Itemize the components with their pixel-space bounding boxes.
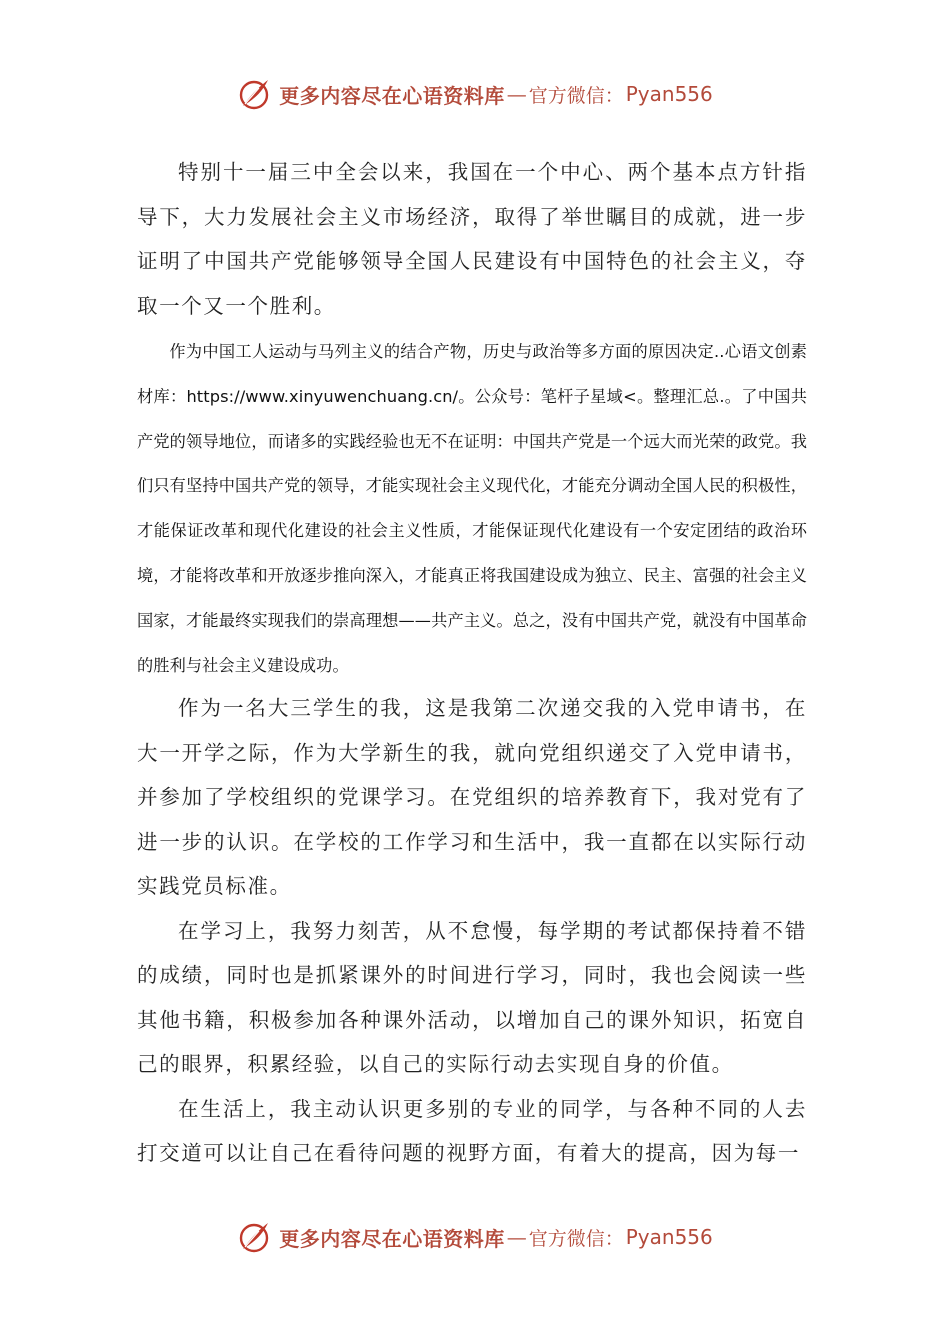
- banner-title: 更多内容尽在心语资料库: [279, 83, 505, 108]
- banner-dash: —: [506, 82, 527, 106]
- footer-banner: [0, 1217, 950, 1257]
- paragraph-5: 在生活上，我主动认识更多别的专业的同学，与各种不同的人去打交道可以让自己在看待问题的视野方面，有着大的提高，因为每一: [137, 1096, 807, 1166]
- quill-logo-icon: [237, 76, 273, 112]
- banner-wechat-label: 官方微信：: [528, 84, 624, 107]
- banner-wechat-id: Pyan556: [625, 1225, 713, 1249]
- banner-dash: —: [506, 1225, 527, 1249]
- paragraph-4: 在学习上，我努力刻苦，从不怠慢，每学期的考试都保持着不错的成绩，同时也是抓紧课外的时间进行学习，同时，我也会阅读一些其他书籍，积极参加各种课外活动，以增加自己的课外知识，拓宽自己的眼界，积累经验，以自己的实际行动去实现自身的价值。: [137, 918, 807, 1077]
- banner-wechat-label: 官方微信：: [528, 1227, 624, 1250]
- paragraph-2: 作为中国工人运动与马列主义的结合产物，历史与政治等多方面的原因决定..心语文创素材库：https://www.xinyuwenchuang.cn/。公众号：笔杆子星域<。整理汇总.。了中国共产党的领导地位，而诸多的实践经验也无不在证明：中国共产党是一个远大而光荣的政党。我们只有坚持中国共产党的领导，才能实现社会主义现代化，才能充分调动全国人民的积极性，才能保证改革和现代化建设的社会主义性质，才能保证现代化建设有一个安定团结的政治环境，才能将改革和开放逐步推向深入，才能真正将我国建设成为独立、民主、富强的社会主义国家，才能最终实现我们的崇高理想——共产主义。总之，没有中国共产党，就没有中国革命的胜利与社会主义建设成功。: [137, 342, 807, 675]
- header-banner: [0, 74, 950, 114]
- banner-title: 更多内容尽在心语资料库: [279, 1226, 505, 1251]
- paragraph-3: 作为一名大三学生的我，这是我第二次递交我的入党申请书，在大一开学之际，作为大学新生的我，就向党组织递交了入党申请书，并参加了学校组织的党课学习。在党组织的培养教育下，我对党有了进一步的认识。在学校的工作学习和生活中，我一直都在以实际行动实践党员标准。: [137, 696, 807, 899]
- document-body: [137, 150, 807, 1176]
- paragraph-1: 特别十一届三中全会以来，我国在一个中心、两个基本点方针指导下，大力发展社会主义市场经济，取得了举世瞩目的成就，进一步证明了中国共产党能够领导全国人民建设有中国特色的社会主义，夺取一个又一个胜利。: [137, 160, 807, 318]
- quill-logo-icon: [237, 1219, 273, 1255]
- banner-wechat-id: Pyan556: [625, 82, 713, 106]
